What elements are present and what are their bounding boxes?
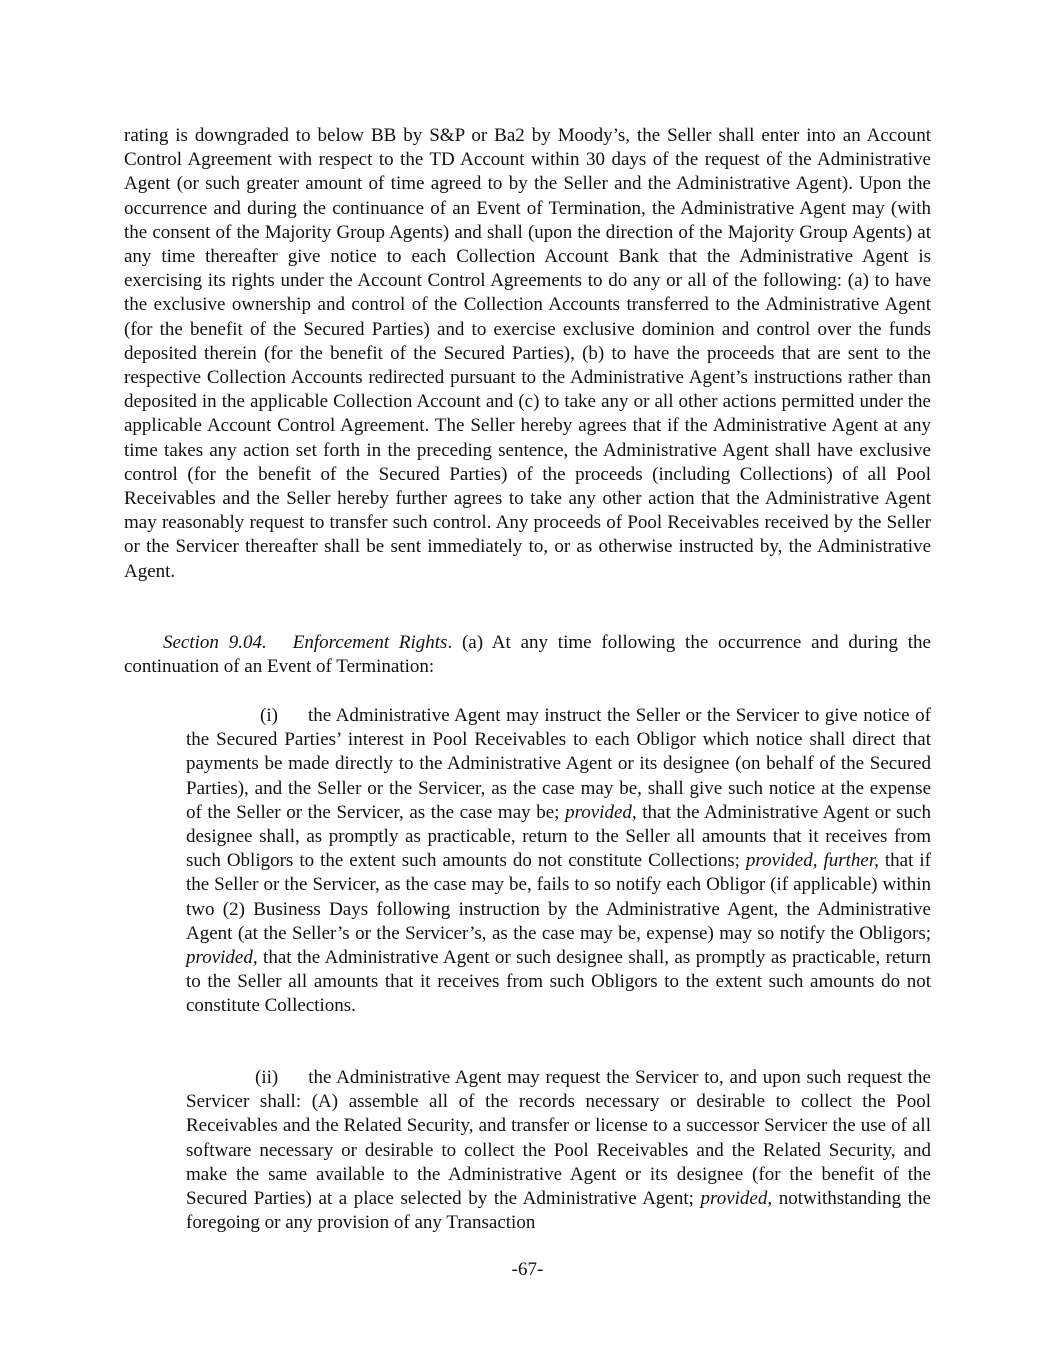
clause-i-emphasis-3: provided,: [186, 947, 258, 969]
section-number: Section 9.04.: [163, 632, 267, 653]
clause-i-emphasis-2: provided, further,: [745, 850, 879, 872]
page-number: -67-: [511, 1259, 544, 1280]
clause-i-text-1: the Administrative Agent may instruct the Seller or the Servicer to give notice of the Secured Parties’ interest in Pool Receivables to each Obligor which notice shall direct that payments be made directly to the Administrative Agent or its designee (on behalf of the Secured Parties), and the Seller or the Servicer, as the case may be, shall give such notice at the expense of the Seller or the Servicer, as the case may be;: [186, 705, 931, 823]
clause-ii-marker: (ii): [255, 1067, 279, 1088]
clause-i-text-2: that the Administrative Agent or such designee shall, as promptly as practicable, return to the Seller all amounts that it receives from such Obligors to the extent such amounts do not constitute Collections;: [186, 801, 931, 872]
clause-ii: [186, 1066, 931, 1235]
clause-ii-emphasis-1: provided: [700, 1188, 768, 1210]
clause-i-emphasis-1: provided,: [565, 801, 637, 823]
clause-ii-text-2: , notwithstanding the foregoing or any provision of any Transaction: [186, 1188, 931, 1234]
section-9-04-paragraph: [124, 631, 931, 679]
clause-ii-text-1: the Administrative Agent may request the Servicer to, and upon such request the Servicer shall: (A) assemble all of the records necessary or desirable to collect the Pool Receivables and the Related Security, and transfer or license to a successor Servicer the use of all software necessary or desirable to collect the Pool Receivables and the Related Security, and make the same available to the Administrative Agent or its designee (for the benefit of the Secured Parties) at a place selected by the Administrative Agent;: [186, 1067, 931, 1210]
clause-i-marker: (i): [260, 705, 278, 726]
section-heading: Enforcement Rights: [292, 632, 448, 653]
section-intro-text: . (a) At any time following the occurrence and during the continuation of an Event of Termination:: [124, 632, 931, 678]
clause-i-text-3: that if the Seller or the Servicer, as the case may be, fails to so notify each Obligor (if applicable) within two (2) Business Days following instruction by the Administrative Agent, the Administrative Agent (at the Seller’s or the Servicer’s, as the case may be, expense) may so notify the Obligors;: [186, 850, 931, 944]
clause-i: [186, 704, 931, 1019]
clause-i-text-4: that the Administrative Agent or such designee shall, as promptly as practicable, return to the Seller all amounts that it receives from such Obligors to the extent such amounts do not constitute Collections.: [186, 947, 931, 1017]
paragraph-account-control: rating is downgraded to below BB by S&P or Ba2 by Moody’s, the Seller shall enter into an Account Control Agreement with respect to the TD Account within 30 days of the request of the Administrative Agent (or such greater amount of time agreed to by the Seller and the Administrative Agent). Upon the occurrence and during the continuance of an Event of Termination, the Administrative Agent may (with the consent of the Majority Group Agents) and shall (upon the direction of the Majority Group Agents) at any time thereafter give notice to each Collection Account Bank that the Administrative Agent is exercising its rights under the Account Control Agreements to do any or all of the following: (a) to have the exclusive ownership and control of the Collection Accounts transferred to the Administrative Agent (for the benefit of the Secured Parties) and to exercise exclusive dominion and control over the funds deposited therein (for the benefit of the Secured Parties), (b) to have the proceeds that are sent to the respective Collection Accounts redirected pursuant to the Administrative Agent’s instructions rather than deposited in the applicable Collection Account and (c) to take any or all other actions permitted under the applicable Account Control Agreement. The Seller hereby agrees that if the Administrative Agent at any time takes any action set forth in the preceding sentence, the Administrative Agent shall have exclusive control (for the benefit of the Secured Parties) of the proceeds (including Collections) of all Pool Receivables and the Seller hereby further agrees to take any other action that the Administrative Agent may reasonably request to transfer such control. Any proceeds of Pool Receivables received by the Seller or the Servicer thereafter shall be sent immediately to, or as otherwise instructed by, the Administrative Agent.: [124, 125, 931, 582]
